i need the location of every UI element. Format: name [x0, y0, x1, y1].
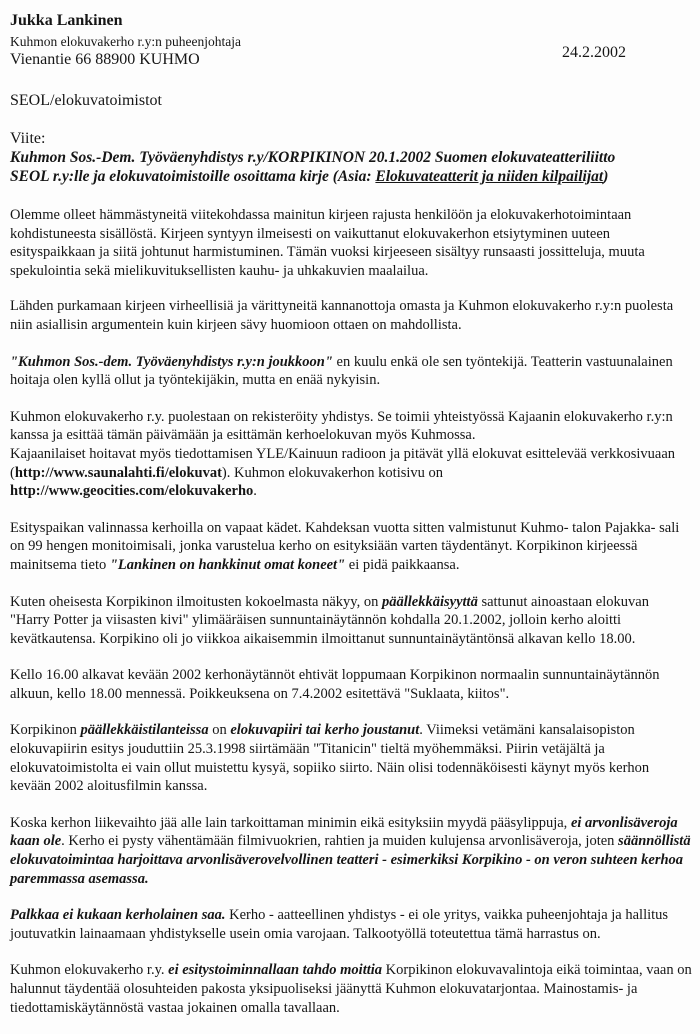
paragraph-8-text: Korpikinon [10, 722, 81, 739]
paragraph-11-rest: Korpikinon elokuvavalintoja eikä toimintaa, vaan on halunnut täydentää olosuhteiden pakosta yksipuoliseksi jäänyttä Kuhmon elokuvatarjontaa. Mainostamis- ja tiedottamiskäytännöstä vastaa jokainen omalla tavallaan. [10, 962, 692, 1016]
paragraph-10 [10, 906, 692, 943]
letter-date: 24.2.2002 [562, 44, 626, 61]
paragraph-6-text: Kuten oheisesta Korpikinon ilmoitusten kokoelmasta näkyy, on [10, 593, 382, 610]
link-geocities[interactable]: http://www.geocities.com/elokuvakerho [10, 483, 254, 500]
sender-address: Vienantie 66 88900 KUHMO [10, 51, 200, 68]
paragraph-1: Olemme olleet hämmästyneitä viitekohdassa mainitun kirjeen rajusta henkilöön ja elokuvakerhotoimintaan kohdistuneesta sisällöstä. Kirjeen syntyyn ilmeisesti on vaikuttanut elokuvakerhon etsiytyminen uuteen esityspaikkaan ja siitä johtunut harmistuminen. Tämän vuoksi kirjeeseen sisältyy runsaasti jossitteluja, muuta spekulointia sekä mielikuvituksellisten kauhu- ja uhkakuvien maalailua. [10, 207, 645, 279]
reference-label: Viite: [10, 130, 46, 147]
recipient: SEOL/elokuvatoimistot [10, 92, 162, 109]
paragraph-6-rest: sattunut ainoastaan elokuvan "Harry Potter ja viisasten kivi" ylimääräisen sunnuntainäytännön kohdalla 20.1.2002, jolloin kerho aloitti kevätkautensa. Korpikino oli jo viikkoa aikaisemmin ilmoittanut sunnuntainäytäntönsä alkavan kello 18.00. [10, 593, 649, 647]
paragraph-3 [10, 353, 692, 390]
paragraph-9 [10, 814, 692, 888]
paragraph-5-text: Esityspaikan valinnassa kerhoilla on vapaat kädet. Kahdeksan vuotta sitten valmistunut Kuhmo- talon Pajakka- sali on 99 hengen monitoimisali, jonka varustelua kerho on esityksiään varten täydentänyt. Korpikinon kirjeessä mainitsema tieto [10, 519, 680, 573]
emphasis-arvonlisavero: ei arvonlisäveroja kaan ole [10, 814, 678, 850]
paragraph-8-on: on [208, 722, 231, 739]
emphasis-paallekkaisyytta: päällekkäisyyttä [381, 593, 478, 610]
link-saunalahti[interactable]: http://www.saunalahti.fi/elokuvat [14, 464, 222, 481]
emphasis-paallekkaistilanteissa: päällekkäistilanteissa [80, 722, 209, 739]
emphasis-teatteri-asema: säännöllistä elokuvatoimintaa harjoittava arvonlisäverovelvollinen teatteri - esimerkiksi Korpikino - on veron suhteen kerhoa paremmassa asemassa. [10, 833, 691, 887]
paragraph-5-end: ei pidä paikkaansa. [345, 556, 460, 573]
paragraph-5 [10, 519, 692, 575]
paragraph-8 [10, 721, 692, 795]
reference-title-close: ) [603, 168, 609, 185]
paragraph-4-end: . [253, 483, 257, 500]
quote-tyovaenyhdistys: "Kuhmon Sos.-dem. Työväenyhdistys r.y:n joukkoon" [10, 353, 333, 370]
sender-name: Jukka Lankinen [10, 12, 123, 29]
paragraph-4 [10, 408, 692, 501]
paragraph-9-text: Koska kerhon liikevaihto jää alle lain tarkoittaman minimin eikä esityksiin myydä pääsylippuja, [10, 814, 571, 831]
sender-role: Kuhmon elokuvakerho r.y:n puheenjohtaja [10, 34, 241, 49]
letter-body [10, 206, 692, 1017]
reference-title [10, 148, 690, 186]
reference-subject: Elokuvateatterit ja niiden kilpailijat [375, 168, 604, 185]
reference-block [10, 130, 690, 186]
paragraph-4-intro: Kuhmon elokuvakerho r.y. puolestaan on rekisteröity yhdistys. Se toimii yhteistyössä Kajaanin elokuvakerho r.y:n kanssa ja esittää tämän päivämään ja esittämän kerhoelokuvan myös Kuhmossa. [10, 408, 673, 444]
paragraph-11-text: Kuhmon elokuvakerho r.y. [10, 962, 169, 979]
reference-title-line1: Kuhmon Sos.-Dem. Työväenyhdistys r.y/KORPIKINON 20.1.2002 Suomen elokuvateatteriliitto [10, 149, 616, 166]
paragraph-7: Kello 16.00 alkavat kevään 2002 kerhonäytännöt ehtivät loppumaan Korpikinon normaalin sunnuntainäytännön alkuun, kello 18.00 mennessä. Poikkeuksena on 7.4.2002 esitettävä "Suklaata, kiitos". [10, 667, 660, 702]
paragraph-3-text: en kuulu enkä ole sen työntekijä. Teatterin vastuunalainen hoitaja olen kyllä ollut ja työntekijäkin, mutta en enää nykyisin. [10, 353, 673, 389]
paragraph-11 [10, 961, 692, 1017]
paragraph-10-text: Kerho - aatteellinen yhdistys - ei ole yritys, vaikka puheenjohtaja ja hallitus joutuvatkin lainaamaan yhdistykselle usein omia varojaan. Talkootyöllä toteutettua tämä harrastus on. [10, 907, 669, 942]
paragraph-6 [10, 593, 692, 649]
paragraph-4-text2: ). Kuhmon elokuvakerhon kotisivu on [221, 464, 444, 481]
paragraph-9-mid: . Kerho ei pysty vähentämään filmivuokrien, rahtien ja muiden kulujensa arvonlisäveroja, joten [61, 833, 619, 850]
paragraph-8-rest: . Viimeksi vetämäni kansalaisopiston elokuvapiirin esitys jouduttiin 25.3.1998 siirtämään "Titanicin" tieltä myöhemmäksi. Piirin vetäjältä ja elokuvatoimistolta ei vain ollut muistettu kysyä, sopiiko siirto. Näin olisi todennäköisesti käynyt myös kerhon kevään 2002 aloitusfilmin kanssa. [10, 722, 650, 795]
quote-omat-koneet: "Lankinen on hankkinut omat koneet" [109, 556, 346, 573]
paragraph-2: Lähden purkamaan kirjeen virheellisiä ja värittyneitä kannanottoja omasta ja Kuhmon elokuvakerho r.y:n puolesta niin asiallisin argumentein kuin kirjeen sävy huomioon ottaen on mahdollista. [10, 298, 674, 333]
emphasis-palkkaa: Palkkaa ei kukaan kerholainen saa. [10, 907, 226, 924]
reference-title-line2: SEOL r.y:lle ja elokuvatoimistoille osoittama kirje (Asia: [10, 168, 376, 185]
sender-block [10, 12, 241, 70]
emphasis-joustanut: elokuvapiiri tai kerho joustanut [230, 722, 420, 739]
emphasis-moittia: ei esitystoiminnallaan tahdo moittia [168, 962, 383, 979]
paragraph-4-text: Kajaanilaiset hoitavat myös tiedottamisen YLE/Kainuun radioon ja pitävät yllä elokuvat esittelevää verkkosivuaan ( [10, 445, 676, 481]
